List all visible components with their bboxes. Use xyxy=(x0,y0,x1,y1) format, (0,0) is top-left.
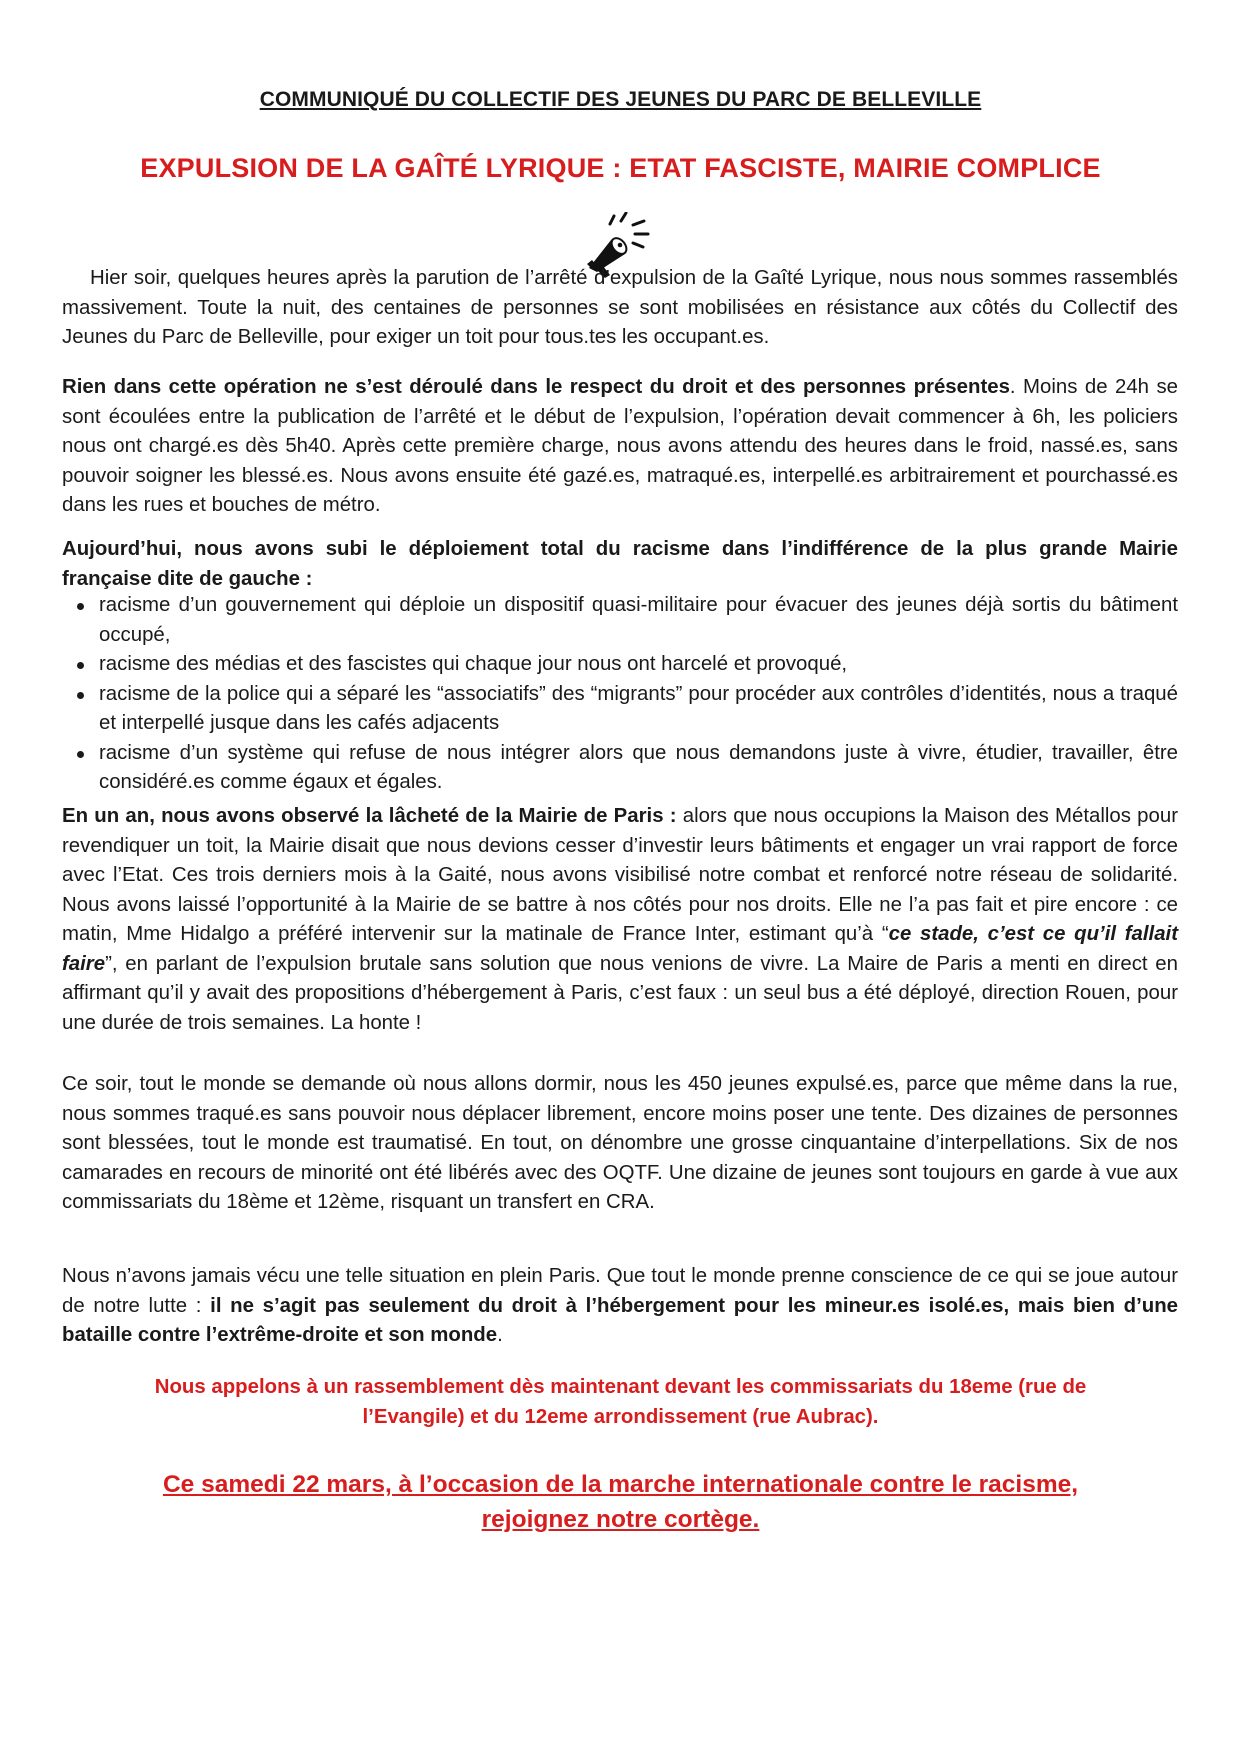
paragraph-operation xyxy=(62,373,1178,521)
bullet-icon xyxy=(77,692,84,699)
paragraph-struggle-end: . xyxy=(497,1324,503,1346)
bullet-icon xyxy=(77,751,84,758)
paragraph-struggle-text: Nous n’avons jamais vécu une telle situation en plein Paris. Que tout le monde prenne conscience de ce qui se joue autour de notre lutte : xyxy=(62,1265,1178,1317)
hidalgo-quote: ce stade, c’est ce qu’il fallait faire xyxy=(62,923,1178,975)
list-item xyxy=(62,591,1178,650)
paragraph-racism-intro xyxy=(62,535,1178,594)
final-call-line-1: Ce samedi 22 mars, à l’occasion de la marche internationale contre le racisme, xyxy=(162,1471,1079,1498)
paragraph-mairie-bold: En un an, nous avons observé la lâcheté de la Mairie de Paris : xyxy=(62,805,677,827)
call-line-1: Nous appelons à un rassemblement dès maintenant devant les commissariats du 18eme (rue de xyxy=(154,1376,1087,1398)
list-item xyxy=(62,650,1178,680)
final-call xyxy=(80,1467,1161,1537)
list-item xyxy=(62,680,1178,739)
paragraph-struggle-bold: il ne s’agit pas seulement du droit à l’hébergement pour les mineur.es isolé.es, mais bien d’une bataille contre l’extrême-droite et son monde xyxy=(62,1294,1178,1346)
call-line-2: l’Evangile) et du 12eme arrondissement (rue Aubrac). xyxy=(362,1406,879,1428)
paragraph-mairie-text-end: ”, en parlant de l’expulsion brutale sans solution que nous venions de vivre. La Maire de Paris a menti en direct en affirmant qu’il y avait des propositions d’hébergement à Paris, c’est faux : un seul bus a été déployé, direction Rouen, pour une durée de trois semaines. La honte ! xyxy=(62,952,1178,1034)
list-item-text: racisme d’un gouvernement qui déploie un dispositif quasi-militaire pour évacuer des jeunes déjà sortis du bâtiment occupé, xyxy=(99,594,1178,646)
paragraph-operation-bold: Rien dans cette opération ne s’est déroulé dans le respect du droit et des personnes présentes xyxy=(62,376,1010,398)
list-item-text: racisme des médias et des fascistes qui chaque jour nous ont harcelé et provoqué, xyxy=(99,653,848,675)
bullet-icon xyxy=(77,662,84,669)
list-item-text: racisme d’un système qui refuse de nous intégrer alors que nous demandons juste à vivre, étudier, travailler, être considéré.es comme égaux et égales. xyxy=(99,741,1178,793)
racism-list xyxy=(62,591,1178,798)
paragraph-tonight: Ce soir, tout le monde se demande où nous allons dormir, nous les 450 jeunes expulsé.es, parce que même dans la rue, nous sommes traqué.es sans pouvoir nous déplacer librement, encore moins poser une tente. Des dizaines de personnes sont blessées, tout le monde est traumatisé. En tout, on dénombre une grosse cinquantaine d’interpellations. Six de nos camarades en recours de minorité ont été libérés avec des OQTF. Une dizaine de jeunes sont toujours en garde à vue aux commissariats du 18ème et 12ème, risquant un transfert en CRA. xyxy=(62,1073,1178,1213)
paragraph-mairie-text: alors que nous occupions la Maison des Métallos pour revendiquer un toit, la Mairie disait que nous devions cesser d’investir leurs bâtiments et engager un vrai rapport de force avec l’Etat. Ces trois derniers mois à la Gaité, nous avons visibilisé notre combat et renforcé notre réseau de solidarité. Nous avons laissé l’opportunité à la Mairie de se battre à nos côtés pour nos droits. Elle ne l’a pas fait et pire encore : ce matin, Mme Hidalgo a préféré intervenir sur la matinale de France Inter, estimant qu’à “ xyxy=(62,805,1178,945)
bullet-icon xyxy=(77,603,84,610)
paragraph-mairie xyxy=(62,802,1178,1038)
paragraph-struggle xyxy=(62,1262,1178,1351)
communique-title: COMMUNIQUÉ DU COLLECTIF DES JEUNES DU PARC DE BELLEVILLE xyxy=(259,88,982,111)
paragraph-operation-text: . Moins de 24h se sont écoulées entre la publication de l’arrêté et le début de l’expulsion, l’opération devait commencer à 6h, les policiers nous ont chargé.es dès 5h40. Après cette première charge, nous avons attendu des heures dans le froid, nassé.es, sans pouvoir soigner les blessé.es. Nous avons ensuite été gazé.es, matraqué.es, interpellé.es arbitrairement et pourchassé.es dans les rues et bouches de métro. xyxy=(62,376,1178,516)
list-item-text: racisme de la police qui a séparé les “associatifs” des “migrants” pour procéder aux contrôles d’identités, nous a traqué et interpellé jusque dans les cafés adjacents xyxy=(99,682,1178,734)
final-call-line-2: rejoignez notre cortège. xyxy=(481,1506,760,1533)
paragraph-racism-bold: Aujourd’hui, nous avons subi le déploiement total du racisme dans l’indifférence de la plus grande Mairie française dite de gauche : xyxy=(62,538,1178,590)
page-title: EXPULSION DE LA GAÎTÉ LYRIQUE : ETAT FASCISTE, MAIRIE COMPLICE xyxy=(140,153,1101,183)
paragraph-intro: Hier soir, quelques heures après la parution de l’arrêté d’expulsion de la Gaîté Lyrique, nous nous sommes rassemblés massivement. Toute la nuit, des centaines de personnes se sont mobilisées en résistance aux côtés du Collectif des Jeunes du Parc de Belleville, pour exiger un toit pour tous.tes les occupant.es. xyxy=(62,267,1178,348)
call-to-action xyxy=(80,1372,1161,1432)
list-item xyxy=(62,739,1178,798)
